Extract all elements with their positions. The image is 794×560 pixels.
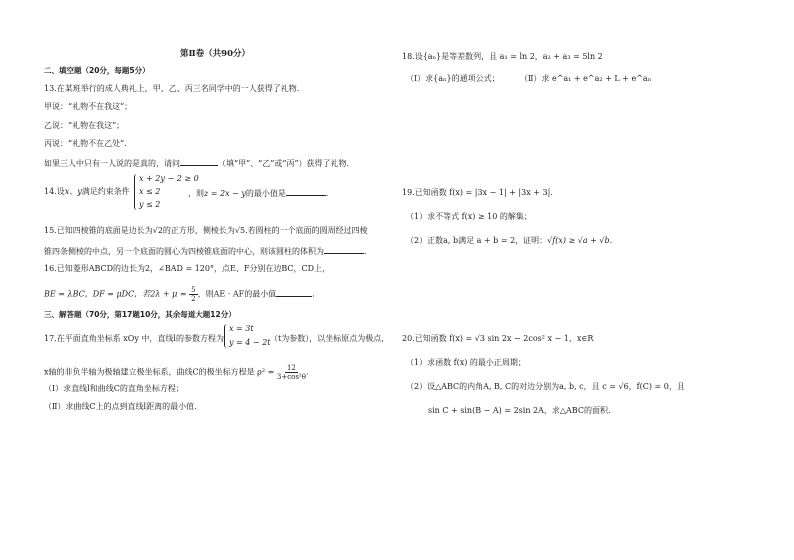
q17-eq-2: y = 4 − 2t [229, 338, 271, 347]
part-title: 第Ⅱ卷（共90分） [180, 49, 250, 59]
q17-part-1: （Ⅰ）求直线l和曲线C的直角坐标方程； [44, 384, 184, 393]
q14-prefix: 14.设x、y满足约束条件 [44, 187, 130, 196]
q18-stem: 18.设{aₙ}是等差数列，且 a₁ = ln 2，a₂ + a₃ = 5ln 2 [402, 52, 603, 61]
q13-answer-blank [180, 157, 218, 166]
q20-stem: 20.已知函数 f(x) = √3 sin 2x − 2cos² x − 1，x∈R [402, 334, 594, 343]
q18-part-2: （Ⅱ）求 e^a₁ + e^a₂ + L + e^aₙ [520, 74, 652, 83]
q20-part-1: （1）求函数 f(x) 的最小正周期； [406, 358, 526, 367]
q18-part-1: （Ⅰ）求{aₙ}的通项公式； [406, 74, 500, 83]
q17-fraction: $\frac{12}{\text{3+cos²θ}}$ [276, 364, 306, 381]
q19-part-2: （2）正数a, b满足 a + b = 2，证明：√f(x) ≥ √a + √b. [406, 236, 613, 245]
q13-stem: 13.在某班举行的成人典礼上，甲、乙、丙三名同学中的一人获得了礼物. [44, 84, 300, 93]
q17-line-1-post: （t为参数），以坐标原点为极点， [270, 334, 390, 343]
fill-in-section-header: 二、填空题（20分，每题5分） [44, 66, 150, 75]
q16-line-2: BE = λBC，DF = μDC，若2λ + μ = $\frac{5}{2}$ ，则AE · AF的最小值 . [44, 286, 315, 303]
q14-constraint-2: x ≤ 2 [139, 187, 161, 196]
q20-part-3: sin C + sin(B − A) = 2sin 2A，求△ABC的面积. [428, 406, 611, 415]
q16-line-1: 16.已知菱形ABCD的边长为2，∠BAD = 120°，点E、F分别在边BC，CD上， [44, 264, 331, 273]
q13-jia: 甲说：“礼物不在我这”； [44, 102, 133, 111]
q13-bing: 丙说：“礼物不在乙处”． [44, 139, 133, 148]
q20-part-2: （2）设△ABC的内角A, B, C的对边分别为a, b, c，且 c = √6，f(C) = 0，且 [406, 382, 685, 391]
q14-answer-blank [286, 187, 326, 196]
q13-yi: 乙说：“礼物在我这”； [44, 121, 125, 130]
q15-line-2: 锥四条侧棱的中点，另一个底面的圆心为四棱锥底面的中心，则该圆柱的体积为 . [44, 247, 367, 256]
q16-answer-blank [276, 288, 312, 297]
q14-objective: ，则z = 2x − y的最小值是 . [188, 189, 329, 198]
q17-line-1-pre: 17.在平面直角坐标系 xOy 中，直线l的参数方程为 [44, 334, 224, 343]
q14-constraint-3: y ≤ 2 [139, 200, 161, 209]
q17-part-2: （Ⅱ）求曲线C上的点到直线l距离的最小值. [44, 402, 197, 411]
q13-question: 如果三人中只有一人说的是真的，请问 （填“甲”、“乙”或“丙”）获得了礼物. [44, 159, 350, 168]
q19-part-1: （1）求不等式 f(x) ≥ 10 的解集； [406, 212, 532, 221]
answer-section-header: 三、解答题（70分，第17题10分，其余每道大题12分） [44, 310, 236, 319]
q16-fraction: $\frac{5}{2}$ [191, 286, 196, 303]
q15-answer-blank [324, 245, 364, 254]
q15-line-1: 15.已知四棱锥的底面是边长为√2的正方形，侧棱长为√5.若圆柱的一个底面的圆周经过四棱 [44, 226, 368, 235]
q17-line-2: x轴的非负半轴为极轴建立极坐标系，曲线C的极坐标方程是 ρ² = $\frac{12}{\text{3+cos²θ}}$ . [44, 364, 309, 381]
q17-eq-1: x = 3t [229, 324, 254, 333]
q14-constraint-1: x + 2y − 2 ≥ 0 [139, 174, 199, 183]
q19-stem: 19.已知函数 f(x) = |3x − 1| + |3x + 3|. [402, 188, 553, 197]
